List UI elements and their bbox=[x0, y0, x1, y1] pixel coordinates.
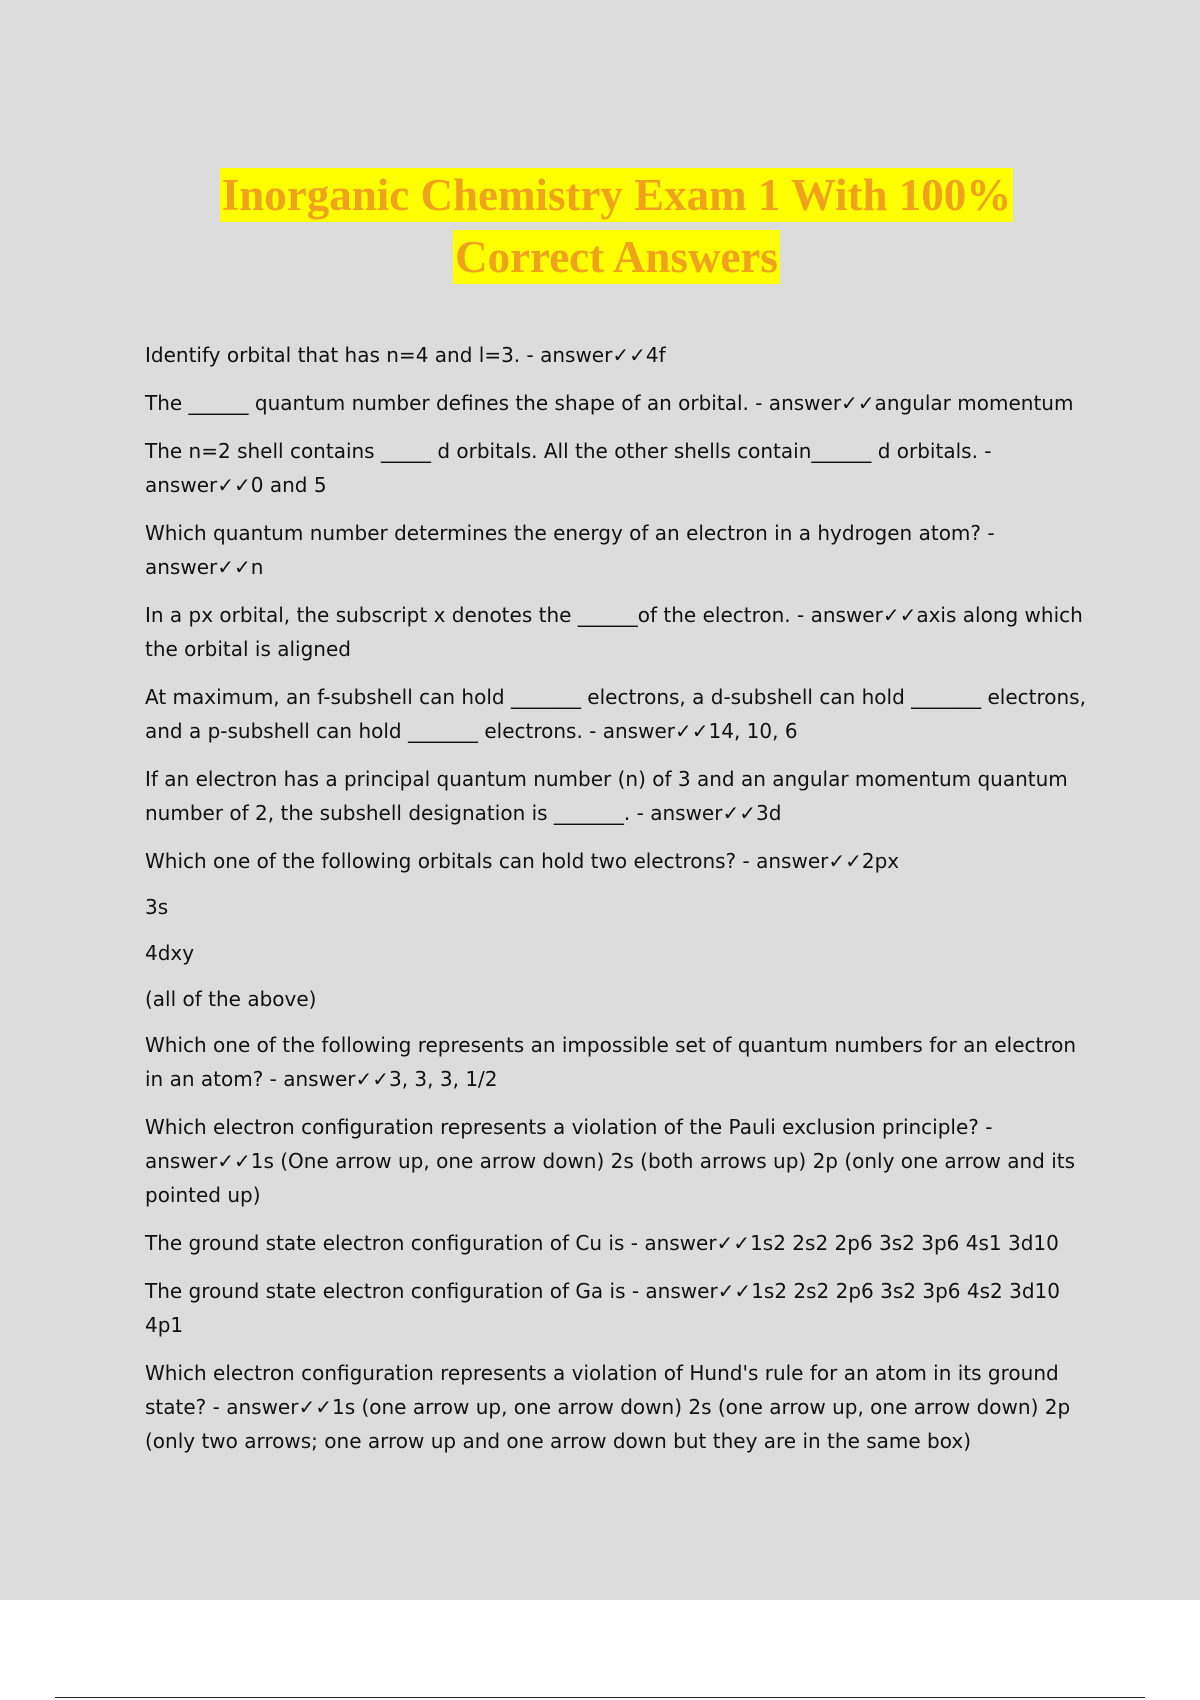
qa-item: The ______ quantum number defines the shape of an orbital. - answer✓✓angular momentum bbox=[145, 391, 1074, 415]
qa-list bbox=[145, 338, 1095, 1472]
qa-item: In a px orbital, the subscript x denotes the ______of the electron. - answer✓✓axis along which the orbital is aligned bbox=[145, 603, 1083, 661]
answer-option: (all of the above) bbox=[145, 987, 317, 1011]
qa-item: Identify orbital that has n=4 and l=3. - answer✓✓4f bbox=[145, 343, 666, 367]
document-title bbox=[0, 168, 1200, 292]
answer-option: 4dxy bbox=[145, 941, 195, 965]
answer-option: 3s bbox=[145, 895, 169, 919]
qa-item: The n=2 shell contains _____ d orbitals. All the other shells contain______ d orbitals. - answer✓✓0 and 5 bbox=[145, 439, 992, 497]
title-line-1: Inorganic Chemistry Exam 1 With 100% bbox=[221, 170, 1012, 220]
qa-item: The ground state electron configuration of Ga is - answer✓✓1s2 2s2 2p6 3s2 3p6 4s2 3d10 4p1 bbox=[145, 1279, 1060, 1337]
qa-item: Which one of the following represents an impossible set of quantum numbers for an electron in an atom? - answer✓✓3, 3, 3, 1/2 bbox=[145, 1033, 1077, 1091]
qa-item: Which quantum number determines the energy of an electron in a hydrogen atom? - answer✓✓n bbox=[145, 521, 995, 579]
title-line-2: Correct Answers bbox=[455, 232, 778, 282]
qa-item: Which electron configuration represents a violation of Hund's rule for an atom in its ground state? - answer✓✓1s (one arrow up, one arrow down) 2s (one arrow up, one arrow down) 2p (only two arrows; one arrow up and one arrow down but they are in the same box) bbox=[145, 1361, 1071, 1453]
qa-item: At maximum, an f-subshell can hold _______ electrons, a d-subshell can hold _______ electrons, and a p-subshell can hold _______ electrons. - answer✓✓14, 10, 6 bbox=[145, 685, 1086, 743]
qa-item: Which one of the following orbitals can hold two electrons? - answer✓✓2px bbox=[145, 849, 900, 873]
footer-divider bbox=[55, 1697, 1145, 1698]
qa-item: Which electron configuration represents a violation of the Pauli exclusion principle? - answer✓✓1s (One arrow up, one arrow down) 2s (both arrows up) 2p (only one arrow and its pointed up) bbox=[145, 1115, 1076, 1207]
qa-item: If an electron has a principal quantum number (n) of 3 and an angular momentum quantum number of 2, the subshell designation is _______. - answer✓✓3d bbox=[145, 767, 1068, 825]
qa-item: The ground state electron configuration of Cu is - answer✓✓1s2 2s2 2p6 3s2 3p6 4s1 3d10 bbox=[145, 1231, 1059, 1255]
